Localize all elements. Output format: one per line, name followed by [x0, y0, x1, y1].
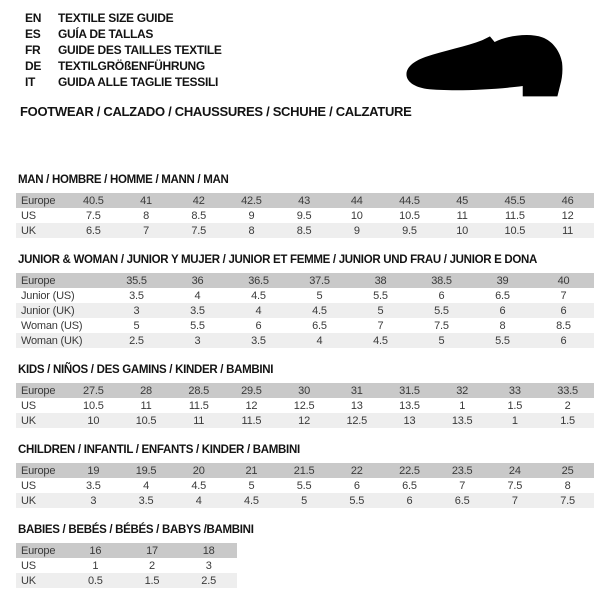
size-value-cell: 5.5	[472, 333, 533, 348]
size-value-cell: 8	[120, 208, 173, 223]
size-section	[16, 444, 594, 508]
row-label: Europe	[16, 383, 67, 398]
size-value-cell: 3	[67, 493, 120, 508]
size-section	[16, 254, 594, 348]
size-value-cell: 22	[330, 463, 383, 478]
size-value-cell: 38	[350, 273, 411, 288]
section-title: JUNIOR & WOMAN / JUNIOR Y MUJER / JUNIOR ET FEMME / JUNIOR UND FRAU / JUNIOR E DONA	[18, 254, 538, 266]
row-label: US	[16, 208, 67, 223]
size-value-cell: 1	[489, 413, 542, 428]
size-value-cell: 6.5	[67, 223, 120, 238]
table-row	[16, 558, 237, 573]
size-value-cell: 1	[67, 558, 124, 573]
row-label: Europe	[16, 193, 67, 208]
size-tables	[16, 174, 594, 600]
size-value-cell: 11.5	[172, 398, 225, 413]
table-row	[16, 223, 594, 238]
size-value-cell: 40.5	[67, 193, 120, 208]
size-value-cell: 3	[167, 333, 228, 348]
size-value-cell: 7	[489, 493, 542, 508]
size-value-cell: 6.5	[472, 288, 533, 303]
size-value-cell: 4.5	[289, 303, 350, 318]
size-value-cell: 7.5	[489, 478, 542, 493]
size-value-cell: 30	[278, 383, 331, 398]
size-value-cell: 10.5	[489, 223, 542, 238]
size-value-cell: 12.5	[278, 398, 331, 413]
table-row	[16, 288, 594, 303]
size-value-cell: 9	[330, 223, 383, 238]
language-row	[25, 26, 222, 42]
size-value-cell: 11.5	[489, 208, 542, 223]
size-value-cell: 7.5	[411, 318, 472, 333]
language-label: TEXTILE SIZE GUIDE	[58, 11, 174, 25]
size-value-cell: 43	[278, 193, 331, 208]
language-label: GUÍA DE TALLAS	[58, 27, 154, 41]
size-value-cell: 7.5	[541, 493, 594, 508]
size-value-cell: 6	[472, 303, 533, 318]
size-value-cell: 10	[436, 223, 489, 238]
row-label: Europe	[16, 543, 67, 558]
size-value-cell: 3.5	[120, 493, 173, 508]
size-value-cell: 45	[436, 193, 489, 208]
size-value-cell: 6.5	[289, 318, 350, 333]
size-value-cell: 25	[541, 463, 594, 478]
size-value-cell: 2	[541, 398, 594, 413]
row-label: US	[16, 558, 67, 573]
size-value-cell: 4	[172, 493, 225, 508]
section-title: MAN / HOMBRE / HOMME / MANN / MAN	[18, 174, 229, 186]
size-value-cell: 1.5	[541, 413, 594, 428]
table-row	[16, 413, 594, 428]
table-row	[16, 493, 594, 508]
row-label: Europe	[16, 463, 67, 478]
language-code: IT	[25, 75, 36, 89]
size-value-cell: 4.5	[225, 493, 278, 508]
table-row	[16, 383, 594, 398]
size-value-cell: 10.5	[67, 398, 120, 413]
size-section	[16, 174, 594, 238]
language-label: GUIDA ALLE TAGLIE TESSILI	[58, 75, 219, 89]
section-title: BABIES / BEBÉS / BÉBÉS / BABYS /BAMBINI	[18, 524, 254, 536]
size-value-cell: 3	[106, 303, 167, 318]
size-value-cell: 29.5	[225, 383, 278, 398]
size-value-cell: 8	[541, 478, 594, 493]
size-table	[16, 193, 594, 238]
size-value-cell: 36.5	[228, 273, 289, 288]
size-value-cell: 7.5	[67, 208, 120, 223]
section-title: CHILDREN / INFANTIL / ENFANTS / KINDER / BAMBINI	[18, 444, 300, 456]
size-value-cell: 33	[489, 383, 542, 398]
language-row	[25, 10, 222, 26]
size-value-cell: 7	[350, 318, 411, 333]
size-value-cell: 7	[120, 223, 173, 238]
table-row	[16, 333, 594, 348]
size-value-cell: 6	[411, 288, 472, 303]
size-value-cell: 12	[278, 413, 331, 428]
size-value-cell: 7	[533, 288, 594, 303]
size-value-cell: 10.5	[383, 208, 436, 223]
size-value-cell: 21.5	[278, 463, 331, 478]
size-value-cell: 39	[472, 273, 533, 288]
row-label: UK	[16, 413, 67, 428]
size-value-cell: 5	[278, 493, 331, 508]
size-value-cell: 6.5	[383, 478, 436, 493]
size-value-cell: 11	[541, 223, 594, 238]
size-value-cell: 11	[436, 208, 489, 223]
size-value-cell: 1.5	[124, 573, 181, 588]
language-row	[25, 74, 222, 90]
size-value-cell: 20	[172, 463, 225, 478]
row-label: Woman (US)	[16, 318, 106, 333]
size-value-cell: 4	[289, 333, 350, 348]
size-value-cell: 44	[330, 193, 383, 208]
row-label: Woman (UK)	[16, 333, 106, 348]
size-value-cell: 11	[172, 413, 225, 428]
size-value-cell: 13	[383, 413, 436, 428]
size-value-cell: 8	[472, 318, 533, 333]
table-row	[16, 193, 594, 208]
table-row	[16, 398, 594, 413]
size-value-cell: 45.5	[489, 193, 542, 208]
size-value-cell: 37.5	[289, 273, 350, 288]
size-value-cell: 5	[289, 288, 350, 303]
size-value-cell: 12	[541, 208, 594, 223]
row-label: UK	[16, 573, 67, 588]
dress-shoe-icon	[400, 27, 578, 102]
size-value-cell: 6	[533, 333, 594, 348]
table-row	[16, 543, 237, 558]
size-value-cell: 8.5	[533, 318, 594, 333]
table-row	[16, 208, 594, 223]
size-value-cell: 19	[67, 463, 120, 478]
size-value-cell: 8	[225, 223, 278, 238]
size-value-cell: 28.5	[172, 383, 225, 398]
size-value-cell: 31	[330, 383, 383, 398]
size-table	[16, 543, 237, 588]
language-row	[25, 42, 222, 58]
size-value-cell: 22.5	[383, 463, 436, 478]
language-code: ES	[25, 27, 41, 41]
size-value-cell: 4	[167, 288, 228, 303]
size-value-cell: 9	[225, 208, 278, 223]
size-section	[16, 524, 594, 588]
size-value-cell: 10	[67, 413, 120, 428]
language-code: EN	[25, 11, 42, 25]
size-value-cell: 8.5	[278, 223, 331, 238]
size-value-cell: 6.5	[436, 493, 489, 508]
size-value-cell: 13.5	[436, 413, 489, 428]
size-table	[16, 383, 594, 428]
size-value-cell: 42.5	[225, 193, 278, 208]
size-value-cell: 16	[67, 543, 124, 558]
size-value-cell: 11.5	[225, 413, 278, 428]
size-value-cell: 4.5	[350, 333, 411, 348]
table-row	[16, 303, 594, 318]
size-value-cell: 5	[106, 318, 167, 333]
size-value-cell: 28	[120, 383, 173, 398]
size-value-cell: 5	[350, 303, 411, 318]
table-row	[16, 463, 594, 478]
size-value-cell: 12.5	[330, 413, 383, 428]
size-value-cell: 13.5	[383, 398, 436, 413]
size-value-cell: 23.5	[436, 463, 489, 478]
size-value-cell: 2.5	[106, 333, 167, 348]
size-value-cell: 44.5	[383, 193, 436, 208]
size-value-cell: 46	[541, 193, 594, 208]
size-value-cell: 4	[228, 303, 289, 318]
size-value-cell: 17	[124, 543, 181, 558]
language-code: DE	[25, 59, 42, 73]
row-label: US	[16, 478, 67, 493]
size-value-cell: 41	[120, 193, 173, 208]
size-value-cell: 9.5	[278, 208, 331, 223]
size-value-cell: 2.5	[180, 573, 237, 588]
language-code: FR	[25, 43, 41, 57]
size-value-cell: 24	[489, 463, 542, 478]
size-value-cell: 6	[383, 493, 436, 508]
row-label: Junior (UK)	[16, 303, 106, 318]
size-value-cell: 36	[167, 273, 228, 288]
size-value-cell: 10.5	[120, 413, 173, 428]
table-row	[16, 573, 237, 588]
language-list	[25, 10, 222, 90]
size-value-cell: 5.5	[330, 493, 383, 508]
size-value-cell: 35.5	[106, 273, 167, 288]
size-value-cell: 9.5	[383, 223, 436, 238]
size-value-cell: 40	[533, 273, 594, 288]
table-row	[16, 478, 594, 493]
row-label: Junior (US)	[16, 288, 106, 303]
size-value-cell: 18	[180, 543, 237, 558]
size-value-cell: 0.5	[67, 573, 124, 588]
size-value-cell: 2	[124, 558, 181, 573]
size-value-cell: 1.5	[489, 398, 542, 413]
row-label: UK	[16, 493, 67, 508]
size-value-cell: 12	[225, 398, 278, 413]
size-value-cell: 4.5	[172, 478, 225, 493]
language-row	[25, 58, 222, 74]
size-value-cell: 13	[330, 398, 383, 413]
size-value-cell: 21	[225, 463, 278, 478]
size-value-cell: 27.5	[67, 383, 120, 398]
size-value-cell: 6	[228, 318, 289, 333]
size-value-cell: 3.5	[167, 303, 228, 318]
size-value-cell: 19.5	[120, 463, 173, 478]
size-value-cell: 5	[411, 333, 472, 348]
section-title: KIDS / NIÑOS / DES GAMINS / KINDER / BAMBINI	[18, 364, 274, 376]
size-value-cell: 3.5	[228, 333, 289, 348]
size-table	[16, 463, 594, 508]
size-value-cell: 3.5	[106, 288, 167, 303]
size-value-cell: 6	[533, 303, 594, 318]
size-value-cell: 7	[436, 478, 489, 493]
size-value-cell: 38.5	[411, 273, 472, 288]
size-value-cell: 5.5	[278, 478, 331, 493]
row-label: UK	[16, 223, 67, 238]
size-section	[16, 364, 594, 428]
size-value-cell: 32	[436, 383, 489, 398]
size-value-cell: 11	[120, 398, 173, 413]
size-value-cell: 3.5	[67, 478, 120, 493]
size-value-cell: 4.5	[228, 288, 289, 303]
size-value-cell: 6	[330, 478, 383, 493]
size-value-cell: 4	[120, 478, 173, 493]
size-value-cell: 3	[180, 558, 237, 573]
size-value-cell: 42	[172, 193, 225, 208]
size-table	[16, 273, 594, 348]
language-label: TEXTILGRÖßENFÜHRUNG	[58, 59, 205, 73]
size-value-cell: 33.5	[541, 383, 594, 398]
size-value-cell: 10	[330, 208, 383, 223]
table-row	[16, 318, 594, 333]
size-value-cell: 31.5	[383, 383, 436, 398]
size-value-cell: 5.5	[411, 303, 472, 318]
row-label: Europe	[16, 273, 106, 288]
size-value-cell: 5.5	[167, 318, 228, 333]
size-value-cell: 1	[436, 398, 489, 413]
table-row	[16, 273, 594, 288]
size-value-cell: 7.5	[172, 223, 225, 238]
row-label: US	[16, 398, 67, 413]
language-label: GUIDE DES TAILLES TEXTILE	[58, 43, 222, 57]
size-value-cell: 5.5	[350, 288, 411, 303]
size-value-cell: 5	[225, 478, 278, 493]
size-value-cell: 8.5	[172, 208, 225, 223]
category-title: FOOTWEAR / CALZADO / CHAUSSURES / SCHUHE / CALZATURE	[20, 104, 412, 119]
